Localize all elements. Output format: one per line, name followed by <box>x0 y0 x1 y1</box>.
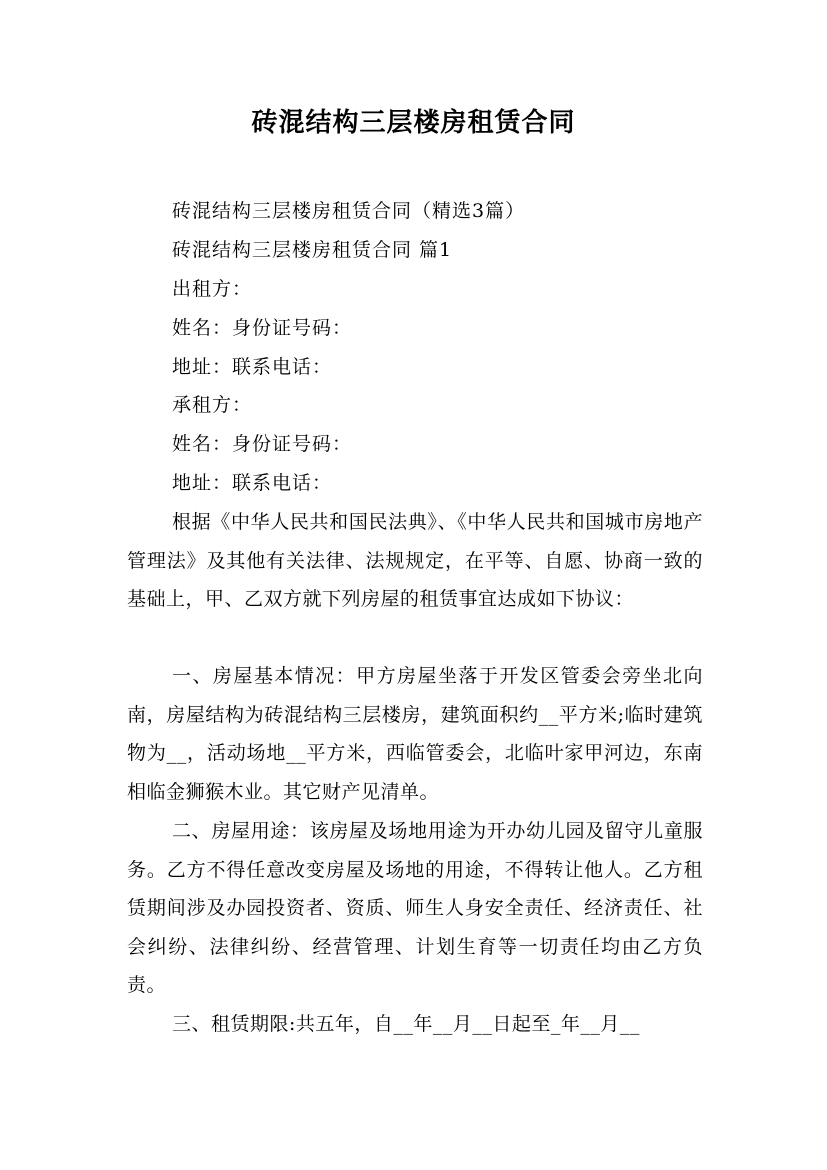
lessor-name-id: 姓名：身份证号码： <box>172 317 353 339</box>
lessee-address-phone: 地址：联系电话： <box>172 472 333 494</box>
lessee-name-id: 姓名：身份证号码： <box>172 433 353 455</box>
preamble-paragraph: 根据《中华人民共和国民法典》、《中华人民共和国城市房地产管理法》及其他有关法律、法规规定，在平等、自愿、协商一致的基础上，甲、乙双方就下列房屋的租赁事宜达成如下协议： <box>127 511 703 611</box>
lessee-label: 承租方： <box>172 394 253 416</box>
clause-2-paragraph: 二、房屋用途：该房屋及场地用途为开办幼儿园及留守儿童服务。乙方不得任意改变房屋及场地的用途，不得转让他人。乙方租赁期间涉及办园投资者、资质、师生人身安全责任、经济责任、社会纠纷、法律纠纷、经营管理、计划生育等一切责任均由乙方负责。 <box>127 820 703 997</box>
clause-3-paragraph: 三、租赁期限:共五年，自__年__月__日起至_年__月__ <box>172 1013 640 1035</box>
clause-1-paragraph: 一、房屋基本情况：甲方房屋坐落于开发区管委会旁坐北向南，房屋结构为砖混结构三层楼房，建筑面积约__平方米;临时建筑物为__，活动场地__平方米，西临管委会，北临叶家甲河边，东南相临金狮猴木业。其它财产见清单。 <box>127 665 703 803</box>
lessor-address-phone: 地址：联系电话： <box>172 356 333 378</box>
lessor-label: 出租方： <box>172 278 253 300</box>
document-subtitle: 砖混结构三层楼房租赁合同（精选3篇） <box>172 200 526 222</box>
section-title: 砖混结构三层楼房租赁合同 篇1 <box>172 239 453 261</box>
document-title: 砖混结构三层楼房租赁合同 <box>251 108 576 138</box>
